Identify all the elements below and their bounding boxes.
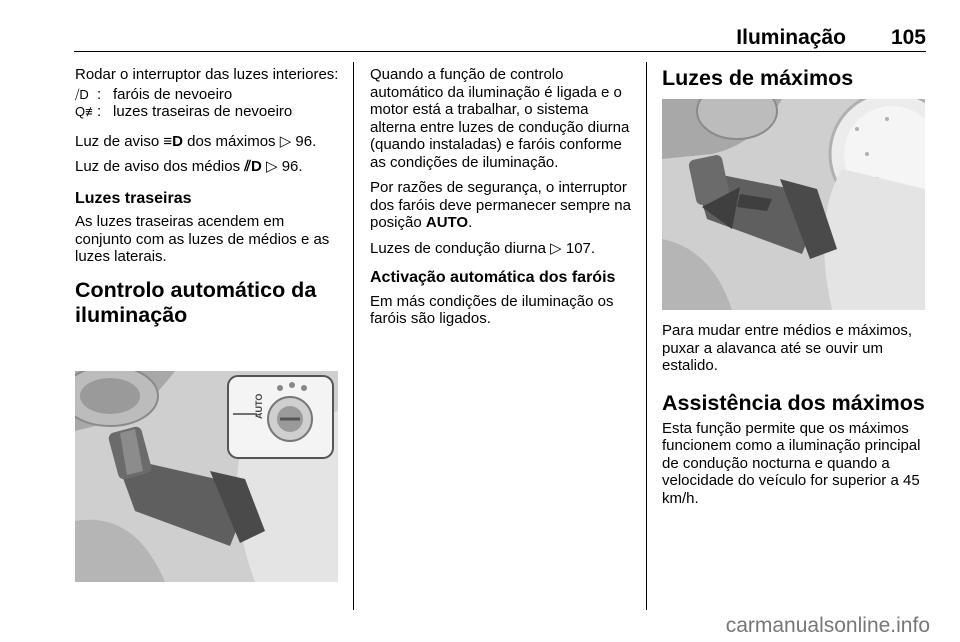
column-divider-1 <box>353 62 354 610</box>
high-beam-heading: Luzes de máximos <box>662 66 854 90</box>
interior-switch-intro: Rodar o interruptor das luzes interiores: <box>75 66 339 83</box>
light-switch-inset <box>228 376 333 458</box>
column-2 <box>370 66 635 336</box>
rear-lights-heading: Luzes traseiras <box>75 189 192 207</box>
light-switch-figure <box>75 371 338 582</box>
column-1 <box>75 66 343 338</box>
symbol-description: faróis de nevoeiro <box>113 85 233 103</box>
column-divider-2 <box>646 62 647 610</box>
reference-arrow-icon: ▷ <box>550 239 562 257</box>
page-reference[interactable]: 96. <box>295 132 317 150</box>
auto-light-paragraph: Quando a função de controlo automático da iluminação é ligada e o motor está a trabalhar, o sistema alterna entre luzes de condução diurna (quando instaladas) e faróis conforme as condições de iluminação. <box>370 66 630 171</box>
rear-lights-text: As luzes traseiras acendem em conjunto com as luzes de médios e as luzes laterais. <box>75 213 330 265</box>
watermark: carmanualsonline.info <box>725 614 930 637</box>
page-number: 105 <box>890 26 926 49</box>
header-rule <box>74 51 926 52</box>
symbol-description: luzes traseiras de nevoeiro <box>113 103 293 120</box>
high-beam-warning-ref: Luz de aviso ≡D dos máximos ▷ 96. <box>75 132 317 150</box>
reference-arrow-icon: ▷ <box>265 158 278 175</box>
high-beam-assist-text: Esta função permite que os máximos funcionem como a iluminação principal de condução nocturna e quando a velocidade do veículo for superior a 45 km/h. <box>662 419 921 507</box>
section-title: Iluminação <box>736 26 846 49</box>
symbol-row-rear-fog: Q≢ : luzes traseiras de nevoeiro <box>75 103 293 120</box>
page-header <box>74 20 926 50</box>
symbol-row-fog: ⧸D : faróis de nevoeiro <box>75 85 233 103</box>
auto-light-control-heading: Controlo automático da iluminação <box>75 277 317 327</box>
safety-paragraph: Por razões de segurança, o interruptor dos faróis deve permanecer sempre na posição AUTO. <box>370 179 631 231</box>
high-beam-assist-heading: Assistência dos máximos <box>662 390 925 415</box>
high-beam-caption: Para mudar entre médios e máximos, puxar a alavanca até se ouvir um estalido. <box>662 322 913 374</box>
reference-arrow-icon: ▷ <box>279 132 292 150</box>
high-beam-icon: ≡D <box>163 132 183 150</box>
daytime-lights-ref: Luzes de condução diurna ▷ 107. <box>370 239 596 257</box>
auto-position-label: AUTO <box>425 214 469 231</box>
high-beam-figure <box>662 99 925 310</box>
column-3 <box>662 66 930 101</box>
low-beam-icon: ⫽D <box>244 158 262 175</box>
page-reference[interactable]: 96. <box>281 158 303 175</box>
auto-headlight-text: Em más condições de iluminação os faróis são ligados. <box>370 292 614 327</box>
page-reference[interactable]: 107. <box>565 239 596 257</box>
low-beam-warning-ref: Luz de aviso dos médios ⫽D ▷ 96. <box>75 158 303 175</box>
auto-inset-label: AUTO <box>254 393 264 419</box>
front-fog-light-icon: ⧸D <box>75 86 89 102</box>
rear-fog-light-icon: Q≢ <box>75 104 99 119</box>
auto-headlight-heading: Activação automática dos faróis <box>370 269 616 286</box>
column-3-lower <box>662 322 930 515</box>
